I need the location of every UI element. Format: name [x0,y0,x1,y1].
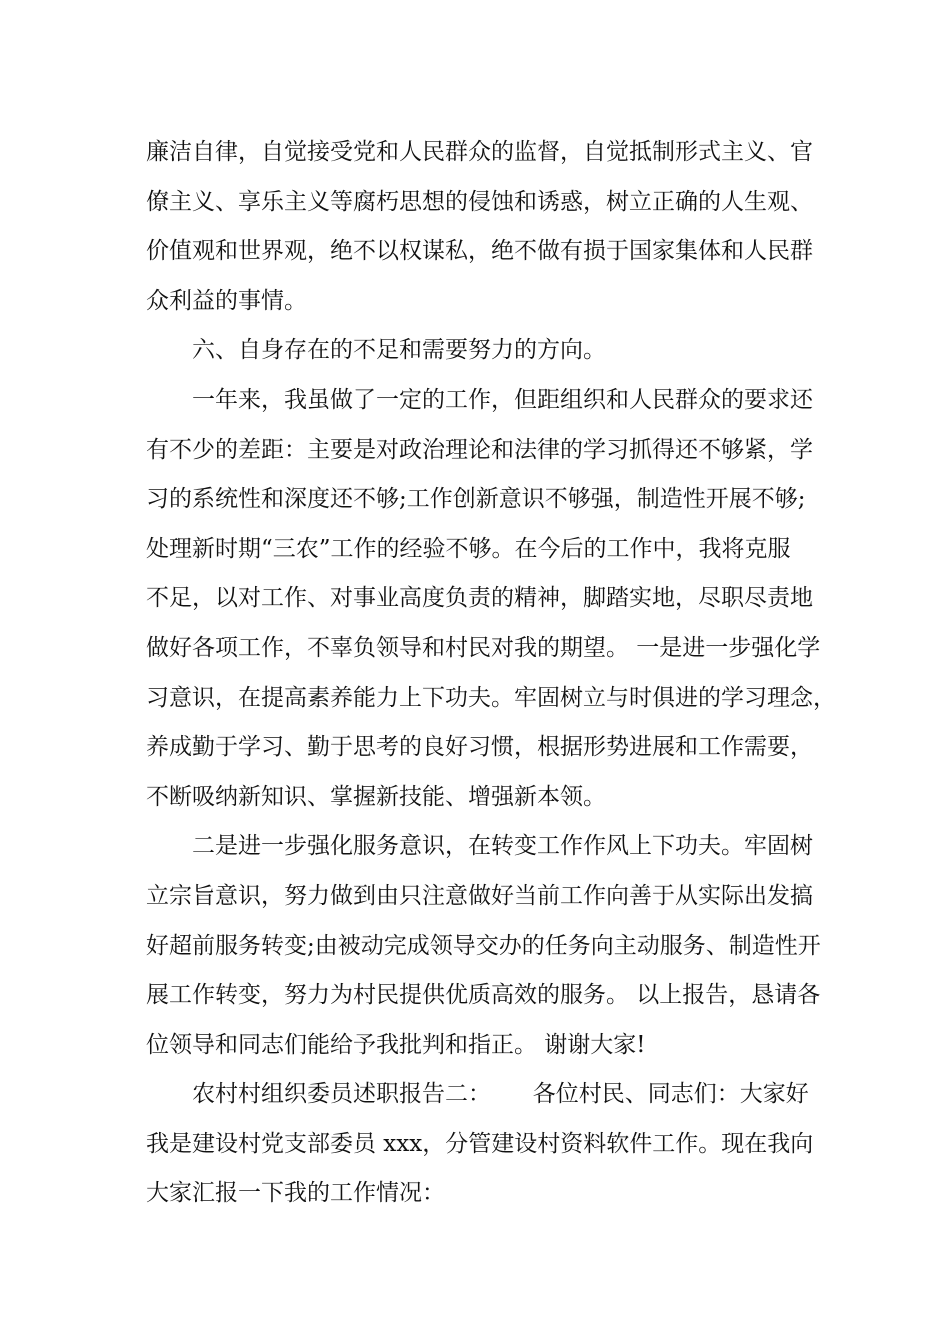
text-line: 处理新时期“三农”工作的经验不够。在今后的工作中，我将克服 [146,535,791,562]
text-line: 做好各项工作，不辜负领导和村民对我的期望。 一是进一步强化学 [146,634,821,661]
text-line: 习意识，在提高素养能力上下功夫。牢固树立与时俱进的学习理念， [146,684,836,711]
text-line: 廉洁自律，自觉接受党和人民群众的监督，自觉抵制形式主义、官 [146,139,813,165]
text-line: 僚主义、享乐主义等腐朽思想的侵蚀和诱惑，树立正确的人生观、 [146,188,813,215]
text-line: 习的系统性和深度还不够;工作创新意识不够强，制造性开展不够; [146,486,806,513]
text-line: 立宗旨意识，努力做到由只注意做好当前工作向善于从实际出发搞 [146,882,813,909]
text-line: 大家汇报一下我的工作情况： [146,1180,445,1207]
text-line: 好超前服务转变;由被动完成领导交办的任务向主动服务、制造性开 [146,932,821,959]
text-line: 众利益的事情。 [146,287,307,314]
text-line: 价值观和世界观，绝不以权谋私，绝不做有损于国家集体和人民群 [146,238,813,265]
section-heading: 六、自身存在的不足和需要努力的方向。 [146,337,606,364]
text-line: 一年来，我虽做了一定的工作，但距组织和人民群众的要求还 [146,386,813,413]
text-line: 我是建设村党支部委员 xxx，分管建设村资料软件工作。现在我向 [146,1130,814,1157]
text-line: 养成勤于学习、勤于思考的良好习惯，根据形势进展和工作需要， [146,734,813,761]
text-line: 展工作转变，努力为村民提供优质高效的服务。 以上报告，恳请各 [146,982,821,1009]
document-body [146,128,836,1219]
text-line: 二是进一步强化服务意识，在转变工作作风上下功夫。牢固树 [146,833,813,860]
text-line: 有不少的差距：主要是对政治理论和法律的学习抓得还不够紧，学 [146,436,813,463]
text-line: 不断吸纳新知识、掌握新技能、增强新本领。 [146,783,606,810]
text-line: 位领导和同志们能给予我批判和指正。 谢谢大家! [146,1031,646,1058]
report-title-line: 农村村组织委员述职报告二： 各位村民、同志们：大家好 [146,1081,809,1108]
text-line: 不足，以对工作、对事业高度负责的精神，脚踏实地，尽职尽责地 [146,585,813,612]
